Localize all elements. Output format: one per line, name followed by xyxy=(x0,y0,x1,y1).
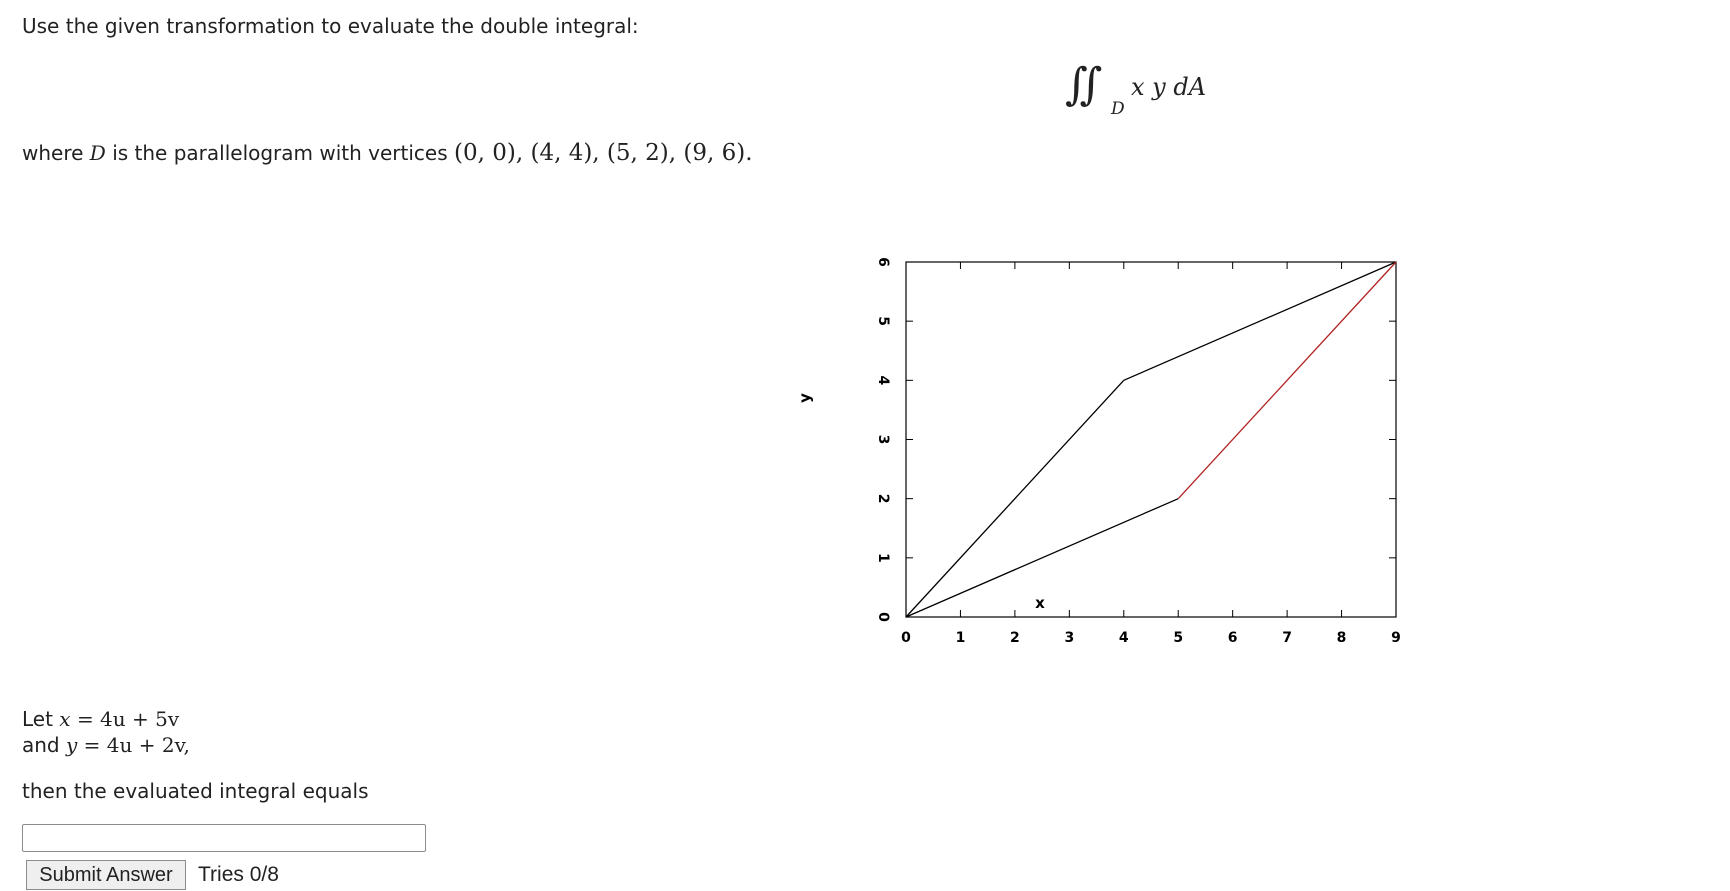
x-tick-label: 7 xyxy=(1282,630,1292,646)
x-tick-label: 5 xyxy=(1173,630,1184,646)
x-variable: x xyxy=(59,707,71,731)
region-symbol: D xyxy=(89,141,106,165)
double-integral xyxy=(1065,55,1215,125)
y-tick-label: 6 xyxy=(875,257,891,267)
problem-intro: Use the given transformation to evaluate the double integral: xyxy=(22,14,639,38)
y-tick-label: 4 xyxy=(875,375,891,386)
plot-layer xyxy=(875,257,1401,646)
y-expression: = 4u + 2v, xyxy=(83,733,190,757)
y-transform xyxy=(22,733,190,757)
x-tick-label: 1 xyxy=(955,630,966,646)
region-edge-1 xyxy=(906,380,1124,617)
x-tick-label: 3 xyxy=(1064,630,1075,646)
answer-input[interactable] xyxy=(22,824,426,852)
let-prefix: Let xyxy=(22,707,53,731)
x-axis-title: x xyxy=(1035,594,1045,612)
vertices-list: (0, 0), (4, 4), (5, 2), (9, 6). xyxy=(454,140,753,166)
where-prefix: where xyxy=(22,141,84,165)
region-graph xyxy=(796,240,1401,680)
integral-symbol: ∬ xyxy=(1065,59,1103,110)
x-tick-label: 4 xyxy=(1118,630,1129,646)
integrand: x y dA xyxy=(1131,73,1207,101)
region-edge-4 xyxy=(1178,262,1396,499)
answer-prompt: then the evaluated integral equals xyxy=(22,779,369,803)
x-tick-label: 2 xyxy=(1010,630,1020,646)
where-middle: is the parallelogram with vertices xyxy=(112,141,448,165)
y-variable: y xyxy=(66,733,78,757)
region-description xyxy=(22,140,753,166)
x-expression: = 4u + 5v xyxy=(76,707,180,731)
y-tick-label: 1 xyxy=(875,552,891,563)
y-tick-label: 0 xyxy=(875,612,891,622)
and-prefix: and xyxy=(22,733,60,757)
submit-answer-button[interactable]: Submit Answer xyxy=(26,860,186,890)
tries-counter: Tries 0/8 xyxy=(198,863,279,886)
x-tick-label: 6 xyxy=(1227,630,1238,646)
y-tick-label: 2 xyxy=(875,493,891,504)
y-axis-title: y xyxy=(796,393,814,403)
x-tick-label: 0 xyxy=(901,630,911,646)
y-tick-label: 5 xyxy=(875,316,891,327)
x-transform xyxy=(22,707,179,731)
y-tick-label: 3 xyxy=(875,434,891,445)
x-tick-label: 9 xyxy=(1391,630,1401,646)
integral-region: D xyxy=(1111,99,1125,119)
plot-frame xyxy=(906,262,1396,617)
region-edge-2 xyxy=(1124,262,1396,380)
x-tick-label: 8 xyxy=(1336,630,1347,646)
